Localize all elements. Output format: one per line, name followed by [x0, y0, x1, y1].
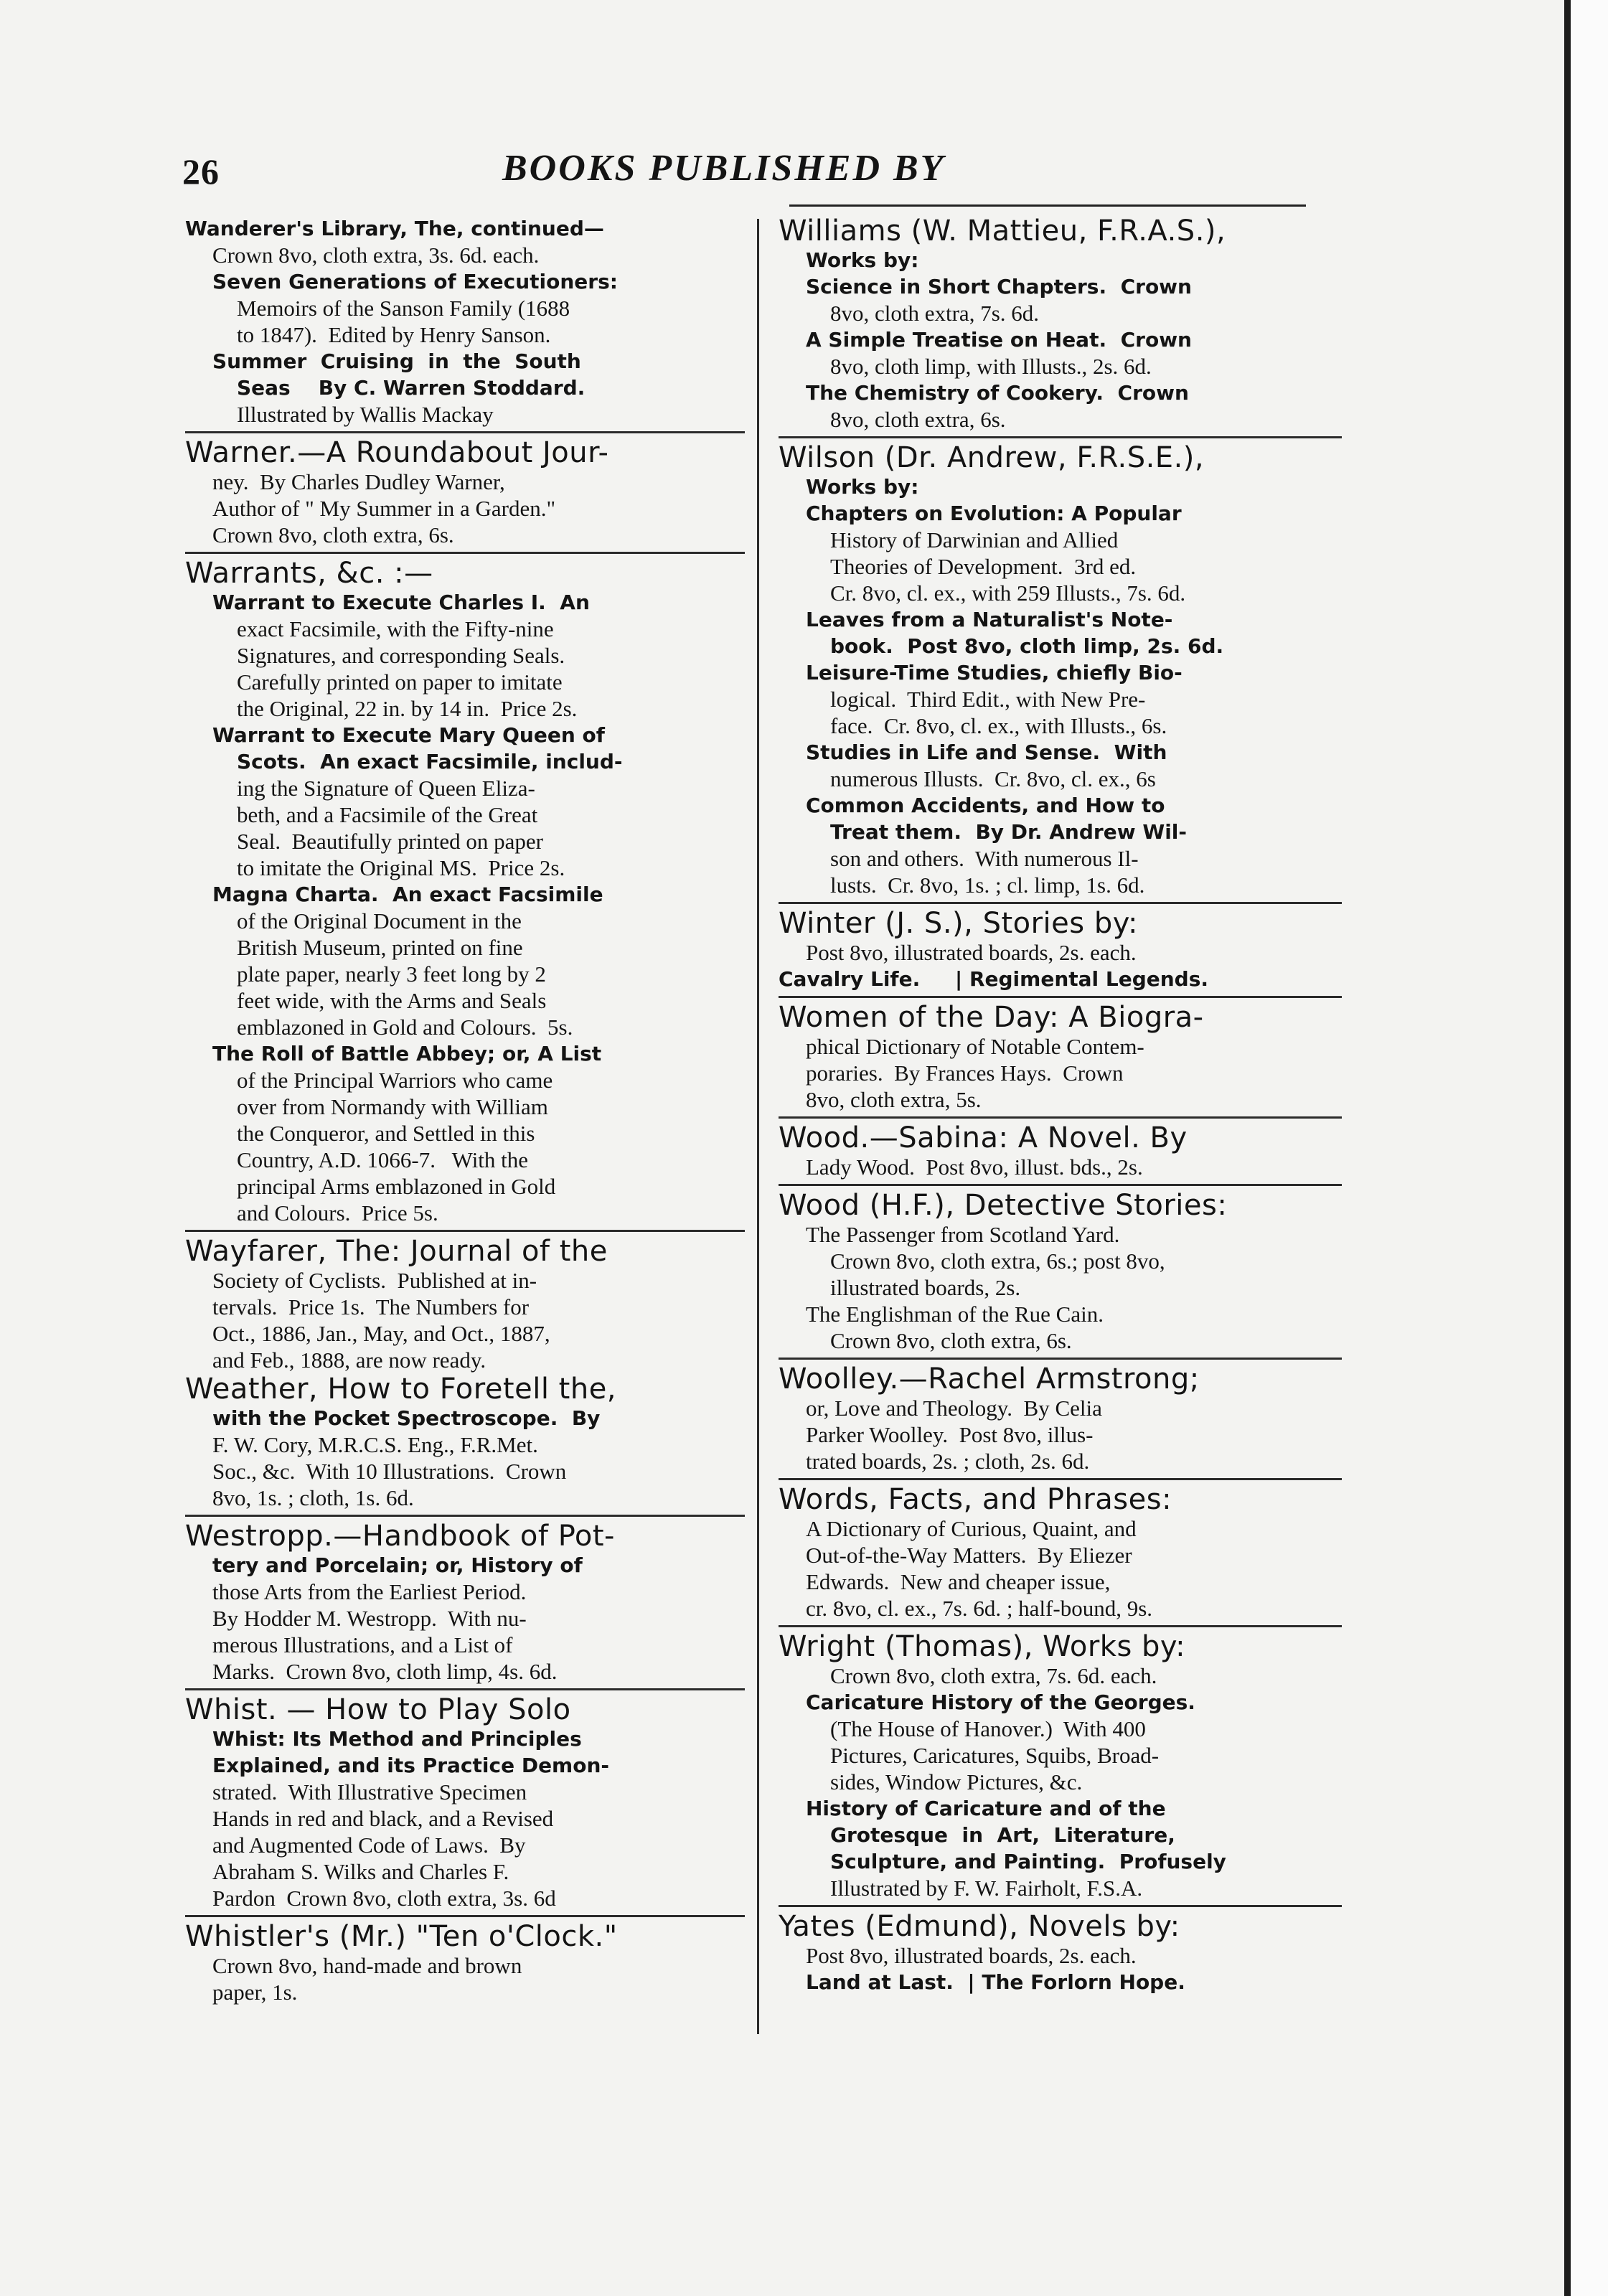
book-title-line: Warrant to Execute Charles I. An	[212, 591, 590, 614]
book-title-line: Common Accidents, and How to	[806, 794, 1165, 817]
entry-text-line: Memoirs of the Sanson Family (1688	[237, 296, 570, 321]
entry-text-line: son and others. With numerous Il-	[830, 846, 1139, 871]
entry-heading: Woolley.—Rachel Armstrong;	[779, 1363, 1200, 1396]
book-title-line: Cavalry Life. | Regimental Legends.	[779, 967, 1209, 991]
entry-text-line: the Original, 22 in. by 14 in. Price 2s.	[237, 696, 578, 721]
entry-text-line: Signatures, and corresponding Seals.	[237, 643, 565, 668]
entry-text-line: numerous Illusts. Cr. 8vo, cl. ex., 6s	[830, 766, 1156, 791]
catalogue-entry	[185, 215, 745, 433]
catalogue-entry	[185, 437, 745, 554]
entry-text-line: Illustrated by F. W. Fairholt, F.S.A.	[830, 1876, 1143, 1901]
book-title-line: Caricature History of the Georges.	[806, 1690, 1195, 1714]
entry-text-line: History of Darwinian and Allied	[830, 527, 1119, 552]
entry-text-line: Oct., 1886, Jan., May, and Oct., 1887,	[212, 1321, 550, 1346]
entry-text-line: Parker Woolley. Post 8vo, illus-	[806, 1422, 1094, 1447]
book-title-line: Whist: Its Method and Principles	[212, 1727, 582, 1751]
entry-heading: Words, Facts, and Phrases:	[779, 1483, 1172, 1516]
catalogue-entry	[779, 1911, 1342, 1995]
entry-text-line: Crown 8vo, cloth extra, 6s.	[212, 522, 454, 547]
entry-text-line: cr. 8vo, cl. ex., 7s. 6d. ; half-bound, 9s.	[806, 1596, 1153, 1621]
entry-text-line: The Englishman of the Rue Cain.	[806, 1302, 1104, 1327]
catalogue-entry	[779, 215, 1342, 438]
entry-text-line: Country, A.D. 1066-7. With the	[237, 1147, 529, 1172]
book-title-line: Works by:	[806, 248, 919, 272]
book-title-line: Summer Cruising in the South	[212, 349, 581, 373]
header-rule	[789, 204, 1306, 207]
entry-text-line: 8vo, cloth limp, with Illusts., 2s. 6d.	[830, 354, 1152, 379]
entry-text-line: The Passenger from Scotland Yard.	[806, 1222, 1120, 1247]
entry-text-line: Cr. 8vo, cl. ex., with 259 Illusts., 7s. 6d.	[830, 580, 1186, 606]
entry-text-line: phical Dictionary of Notable Contem-	[806, 1034, 1144, 1059]
book-title-line: Land at Last. | The Forlorn Hope.	[806, 1970, 1185, 1994]
entry-text-line: exact Facsimile, with the Fifty-nine	[237, 616, 554, 641]
book-title-line: Works by:	[806, 475, 919, 499]
entry-text-line: of the Principal Warriors who came	[237, 1068, 553, 1093]
book-title-line: Grotesque in Art, Literature,	[830, 1823, 1175, 1847]
entry-text-line: Carefully printed on paper to imitate	[237, 669, 563, 695]
entry-text-line: Theories of Development. 3rd ed.	[830, 554, 1137, 579]
book-title-line: Leaves from a Naturalist's Note-	[806, 608, 1173, 631]
entry-text-line: Out-of-the-Way Matters. By Eliezer	[806, 1543, 1132, 1568]
catalogue-entry	[185, 1921, 745, 2005]
entry-text-line: ney. By Charles Dudley Warner,	[212, 469, 505, 494]
entry-text-line: logical. Third Edit., with New Pre-	[830, 687, 1146, 712]
entry-text-line: Soc., &c. With 10 Illustrations. Crown	[212, 1459, 567, 1484]
entry-text-line: trated boards, 2s. ; cloth, 2s. 6d.	[806, 1449, 1090, 1474]
entry-text-line: Abraham S. Wilks and Charles F.	[212, 1859, 509, 1884]
entry-text-line: to 1847). Edited by Henry Sanson.	[237, 322, 551, 347]
entry-heading: Whistler's (Mr.) "Ten o'Clock."	[185, 1920, 618, 1953]
entry-text-line: British Museum, printed on fine	[237, 935, 523, 960]
entry-heading: Weather, How to Foretell the,	[185, 1373, 617, 1406]
entry-text-line: Marks. Crown 8vo, cloth limp, 4s. 6d.	[212, 1659, 558, 1684]
entry-text-line: of the Original Document in the	[237, 908, 522, 933]
catalogue-entry	[185, 1236, 745, 1373]
entry-text-line: and Augmented Code of Laws. By	[212, 1832, 526, 1858]
entry-text-line: Crown 8vo, cloth extra, 7s. 6d. each.	[830, 1663, 1157, 1688]
entry-heading: Wood.—Sabina: A Novel. By	[779, 1121, 1188, 1154]
catalogue-entry	[185, 1694, 745, 1917]
catalogue-entry	[185, 557, 745, 1232]
entry-text-line: merous Illustrations, and a List of	[212, 1632, 513, 1657]
entry-text-line: Crown 8vo, cloth extra, 6s.; post 8vo,	[830, 1248, 1165, 1274]
entry-heading: Women of the Day: A Biogra-	[779, 1001, 1204, 1034]
entry-text-line: 8vo, cloth extra, 7s. 6d.	[830, 301, 1040, 326]
entry-text-line: By Hodder M. Westropp. With nu-	[212, 1606, 527, 1631]
entry-text-line: beth, and a Facsimile of the Great	[237, 802, 538, 827]
entry-heading: Whist. — How to Play Solo	[185, 1693, 571, 1726]
entry-text-line: F. W. Cory, M.R.C.S. Eng., F.R.Met.	[212, 1432, 538, 1457]
catalogue-entry	[779, 908, 1342, 998]
entry-heading: Warrants, &c. :—	[185, 557, 433, 590]
entry-text-line: the Conqueror, and Settled in this	[237, 1121, 535, 1146]
entry-text-line: tervals. Price 1s. The Numbers for	[212, 1294, 530, 1319]
catalogue-entry	[779, 1190, 1342, 1360]
catalogue-entry	[779, 442, 1342, 904]
entry-heading: Wilson (Dr. Andrew, F.R.S.E.),	[779, 441, 1205, 474]
book-title-line: Warrant to Execute Mary Queen of	[212, 723, 605, 747]
book-title-line: Scots. An exact Facsimile, includ-	[237, 750, 623, 773]
catalogue-entry	[779, 1122, 1342, 1186]
entry-heading: Wayfarer, The: Journal of the	[185, 1235, 608, 1268]
entry-text-line: Pardon Crown 8vo, cloth extra, 3s. 6d	[212, 1886, 556, 1911]
catalogue-entry	[779, 1002, 1342, 1119]
entry-text-line: Seal. Beautifully printed on paper	[237, 829, 543, 854]
book-title-line: Sculpture, and Painting. Profusely	[830, 1850, 1226, 1873]
entry-text-line: poraries. By Frances Hays. Crown	[806, 1060, 1124, 1086]
book-title-line: Wanderer's Library, The, continued—	[185, 217, 604, 240]
catalogue-entry	[779, 1484, 1342, 1627]
entry-text-line: Society of Cyclists. Published at in-	[212, 1268, 537, 1293]
entry-text-line: to imitate the Original MS. Price 2s.	[237, 855, 565, 880]
entry-text-line: Hands in red and black, and a Revised	[212, 1806, 554, 1831]
entry-text-line: emblazoned in Gold and Colours. 5s.	[237, 1015, 573, 1040]
entry-text-line: paper, 1s.	[212, 1980, 298, 2005]
entry-text-line: 8vo, 1s. ; cloth, 1s. 6d.	[212, 1485, 414, 1510]
column-divider	[757, 219, 759, 2034]
book-title-line: Treat them. By Dr. Andrew Wil-	[830, 820, 1188, 844]
entry-text-line: face. Cr. 8vo, cl. ex., with Illusts., 6s.	[830, 713, 1167, 738]
entry-heading: Wood (H.F.), Detective Stories:	[779, 1189, 1228, 1222]
entry-text-line: Edwards. New and cheaper issue,	[806, 1569, 1111, 1594]
entry-text-line: strated. With Illustrative Specimen	[212, 1779, 527, 1805]
entry-text-line: 8vo, cloth extra, 5s.	[806, 1087, 982, 1112]
catalogue-entry	[779, 1363, 1342, 1480]
entry-heading: Williams (W. Mattieu, F.R.A.S.),	[779, 215, 1226, 248]
entry-heading: Yates (Edmund), Novels by:	[779, 1910, 1180, 1943]
entry-text-line: Crown 8vo, cloth extra, 3s. 6d. each.	[212, 243, 540, 268]
entry-text-line: ing the Signature of Queen Eliza-	[237, 776, 535, 801]
entry-text-line: Post 8vo, illustrated boards, 2s. each.	[806, 1943, 1137, 1968]
catalogue-entry	[185, 1520, 745, 1690]
entry-heading: Winter (J. S.), Stories by:	[779, 907, 1138, 940]
entry-text-line: Lady Wood. Post 8vo, illust. bds., 2s.	[806, 1154, 1143, 1180]
entry-text-line: 8vo, cloth extra, 6s.	[830, 407, 1006, 432]
page-edge-shadow	[1564, 0, 1571, 2296]
entry-text-line: principal Arms emblazoned in Gold	[237, 1174, 556, 1199]
book-title-line: History of Caricature and of the	[806, 1797, 1166, 1820]
book-title-line: Studies in Life and Sense. With	[806, 740, 1167, 764]
entry-text-line: Crown 8vo, hand-made and brown	[212, 1953, 522, 1978]
entry-text-line: plate paper, nearly 3 feet long by 2	[237, 961, 546, 987]
entry-text-line: those Arts from the Earliest Period.	[212, 1579, 527, 1604]
book-title-line: with the Pocket Spectroscope. By	[212, 1406, 601, 1430]
book-title-line: Leisure-Time Studies, chiefly Bio-	[806, 661, 1183, 684]
entry-text-line: lusts. Cr. 8vo, 1s. ; cl. limp, 1s. 6d.	[830, 872, 1145, 898]
left-column	[185, 215, 745, 2005]
book-title-line: Seven Generations of Executioners:	[212, 270, 618, 293]
entry-text-line: Post 8vo, illustrated boards, 2s. each.	[806, 940, 1137, 965]
book-title-line: tery and Porcelain; or, History of	[212, 1553, 583, 1577]
entry-heading: Westropp.—Handbook of Pot-	[185, 1520, 615, 1553]
running-head: BOOKS PUBLISHED BY	[502, 148, 946, 189]
entry-text-line: and Colours. Price 5s.	[237, 1200, 438, 1225]
book-title-line: Chapters on Evolution: A Popular	[806, 502, 1182, 525]
right-column	[779, 215, 1342, 1995]
catalogue-entry	[185, 1373, 745, 1517]
entry-text-line: feet wide, with the Arms and Seals	[237, 988, 547, 1013]
book-title-line: The Chemistry of Cookery. Crown	[806, 381, 1189, 405]
entry-text-line: illustrated boards, 2s.	[830, 1275, 1021, 1300]
entry-text-line: Author of " My Summer in a Garden."	[212, 496, 556, 521]
book-title-line: Magna Charta. An exact Facsimile	[212, 883, 603, 906]
book-title-line: A Simple Treatise on Heat. Crown	[806, 328, 1192, 352]
entry-heading: Wright (Thomas), Works by:	[779, 1630, 1186, 1663]
entry-text-line: Illustrated by Wallis Mackay	[237, 402, 494, 427]
entry-text-line: Pictures, Caricatures, Squibs, Broad-	[830, 1743, 1160, 1768]
entry-text-line: (The House of Hanover.) With 400	[830, 1716, 1146, 1741]
book-title-line: Science in Short Chapters. Crown	[806, 275, 1192, 298]
book-title-line: The Roll of Battle Abbey; or, A List	[212, 1042, 602, 1065]
entry-text-line: and Feb., 1888, are now ready.	[212, 1347, 486, 1373]
entry-text-line: over from Normandy with William	[237, 1094, 548, 1119]
entry-text-line: or, Love and Theology. By Celia	[806, 1396, 1102, 1421]
book-title-line: book. Post 8vo, cloth limp, 2s. 6d.	[830, 634, 1224, 658]
entry-text-line: sides, Window Pictures, &c.	[830, 1769, 1083, 1794]
book-title-line: Explained, and its Practice Demon-	[212, 1754, 610, 1777]
entry-text-line: Crown 8vo, cloth extra, 6s.	[830, 1328, 1072, 1353]
catalogue-entry	[779, 1631, 1342, 1907]
entry-text-line: A Dictionary of Curious, Quaint, and	[806, 1516, 1137, 1541]
book-title-line: Seas By C. Warren Stoddard.	[237, 376, 586, 400]
entry-heading: Warner.—A Roundabout Jour-	[185, 436, 609, 469]
page-number: 26	[182, 151, 220, 192]
page-margin	[1571, 0, 1608, 2296]
